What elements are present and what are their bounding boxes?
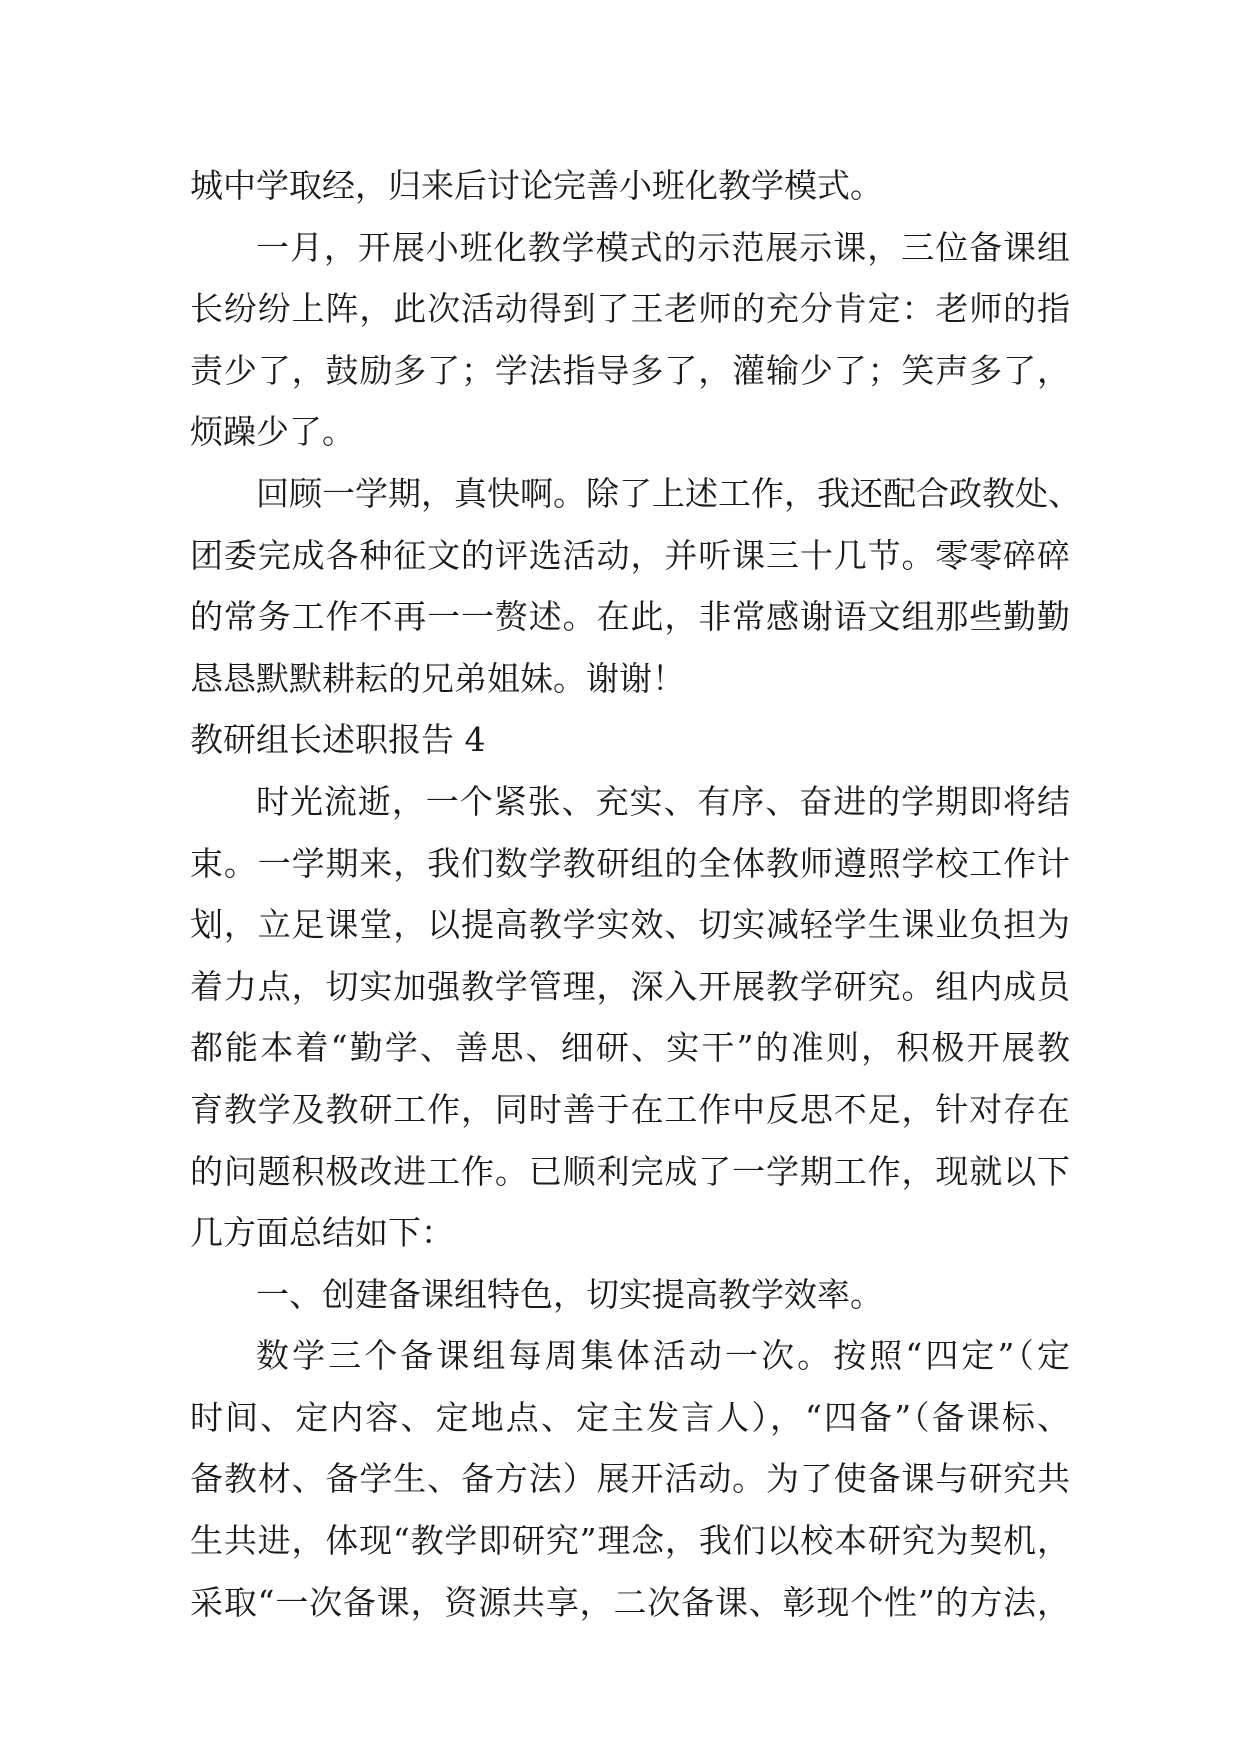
text-line: 几方面总结如下： [190,1213,454,1253]
section-heading: 教研组长述职报告 4 [190,720,486,760]
text-line: 数学三个备课组每周集体活动一次。按照“四定”（定 [256,1336,1070,1376]
text-line: 恳恳默默耕耘的兄弟姐妹。谢谢！ [190,658,685,698]
text-line: 长纷纷上阵，此次活动得到了王老师的充分肯定：老师的指 [190,289,1070,329]
text-line: 的常务工作不再一一赘述。在此，非常感谢语文组那些勤勤 [190,597,1070,637]
text-line: 采取“一次备课，资源共享，二次备课、彰现个性”的方法， [190,1582,1070,1622]
text-line: 着力点，切实加强教学管理，深入开展教学研究。组内成员 [190,966,1070,1006]
subsection-heading: 一、创建备课组特色，切实提高教学效率。 [256,1274,883,1314]
document-body [190,155,1081,1633]
text-line: 团委完成各种征文的评选活动，并听课三十几节。零零碎碎 [190,535,1070,575]
text-line: 的问题积极改进工作。已顺利完成了一学期工作，现就以下 [190,1151,1070,1191]
text-line: 回顾一学期，真快啊。除了上述工作，我还配合政教处、 [256,473,1081,513]
text-line: 束。一学期来，我们数学教研组的全体教师遵照学校工作计 [190,843,1070,883]
text-line: 时间、定内容、定地点、定主发言人），“四备”（备课标、 [190,1397,1070,1437]
text-line: 育教学及教研工作，同时善于在工作中反思不足，针对存在 [190,1089,1070,1129]
text-line: 都能本着“勤学、善思、细研、实干”的准则，积极开展教 [190,1028,1070,1068]
text-line: 责少了，鼓励多了；学法指导多了，灌输少了；笑声多了， [190,350,1070,390]
text-line: 时光流逝，一个紧张、充实、有序、奋进的学期即将结 [256,781,1070,821]
text-line: 划，立足课堂，以提高教学实效、切实减轻学生课业负担为 [190,905,1070,945]
text-line: 生共进，体现“教学即研究”理念，我们以校本研究为契机， [190,1521,1070,1561]
text-line: 城中学取经，归来后讨论完善小班化教学模式。 [190,166,883,205]
text-line: 备教材、备学生、备方法）展开活动。为了使备课与研究共 [190,1459,1070,1499]
text-line: 一月，开展小班化教学模式的示范展示课，三位备课组 [256,227,1070,267]
text-line: 烦躁少了。 [190,412,355,452]
